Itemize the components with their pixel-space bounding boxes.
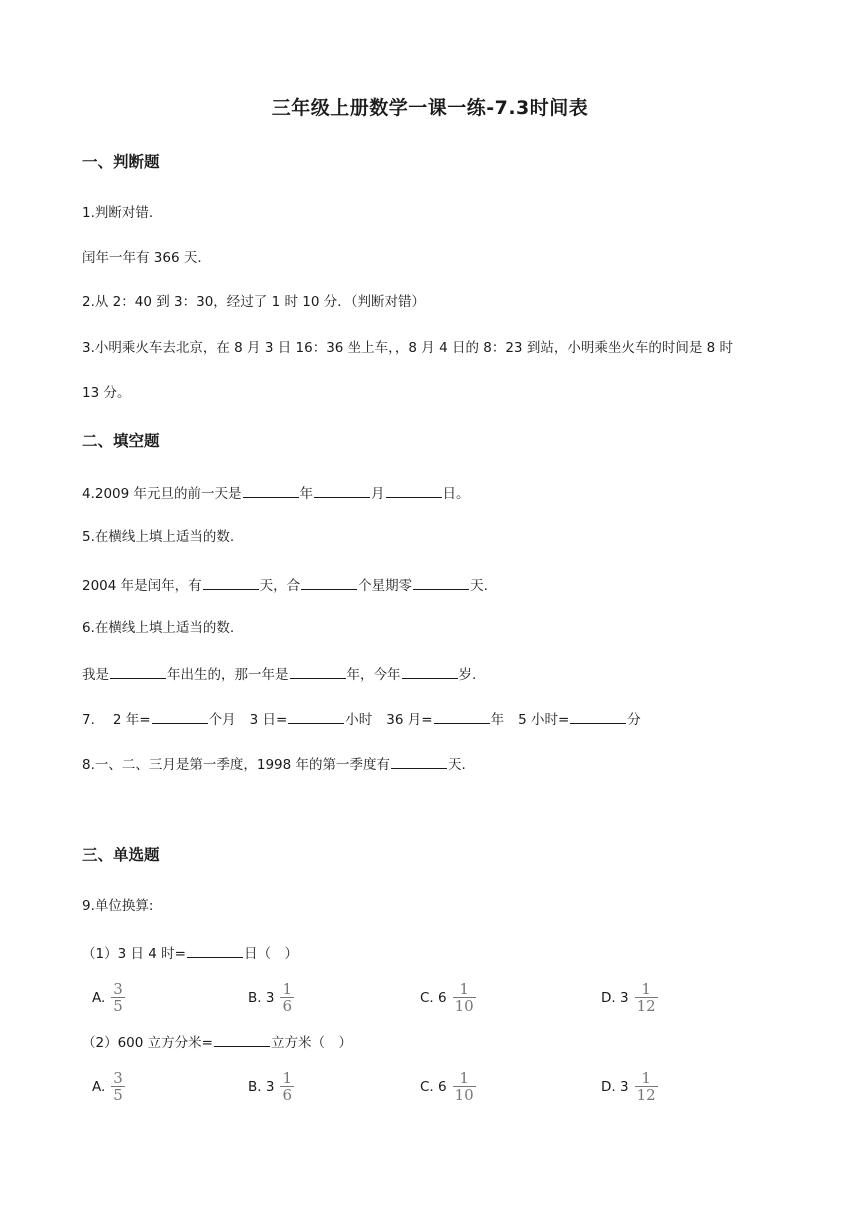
question-7-c-text: 36 月= [386,712,433,728]
question-8-text-2: 天. [448,757,466,773]
question-9-sub-1-text-1: （1）3 日 4 时= [82,946,186,962]
question-7-d-unit: 分 [627,712,641,728]
answer-blank[interactable] [243,483,299,498]
answer-blank[interactable] [152,709,208,724]
section-heading-multiple-choice: 三、单选题 [82,846,160,864]
fraction: $\frac{1}{12}$ [636,980,656,1015]
question-6-text-3: 年，今年 [346,667,401,683]
question-2: 2.从 2：40 到 3：30，经过了 1 时 10 分．（判断对错） [82,294,425,310]
section-heading-true-false: 一、判断题 [82,153,160,171]
fraction: $\frac{3}{5}$ [113,980,123,1015]
question-7-b-text: 3 日= [249,712,288,728]
question-5-body [82,575,488,595]
fraction: $\frac{1}{6}$ [282,1069,292,1104]
question-5-stem: 5.在横线上填上适当的数. [82,529,235,545]
question-9-sub-1-text-2: 日（ ） [243,946,298,962]
answer-blank[interactable] [110,664,166,679]
answer-blank[interactable] [214,1032,270,1047]
question-9-sub-2-text-2: 立方米（ ） [270,1035,352,1051]
question-7-b-unit: 小时 [345,712,373,728]
option-b[interactable] [248,1071,294,1102]
answer-blank[interactable] [187,943,243,958]
question-5-text-3: 个星期零 [358,578,413,594]
question-5-text-2: 天，合 [259,578,301,594]
question-7-c-unit: 年 [490,712,505,728]
question-4-text-3: 月 [371,486,385,502]
question-6-text-2: 年出生的，那一年是 [167,667,289,683]
answer-blank[interactable] [413,575,469,590]
fraction: $\frac{1}{10}$ [454,980,474,1015]
option-d[interactable] [601,1071,658,1102]
option-a[interactable] [92,982,125,1013]
option-label: D. 3 [601,1078,629,1095]
question-4-text-1: 4.2009 年元旦的前一天是 [82,486,242,502]
fraction: $\frac{1}{10}$ [454,1069,474,1104]
option-c[interactable] [420,1071,476,1102]
question-4 [82,483,470,503]
question-9-sub-2-text-1: （2）600 立方分米= [82,1035,213,1051]
fraction: $\frac{1}{12}$ [636,1069,656,1104]
answer-blank[interactable] [402,664,458,679]
page-title: 三年级上册数学一课一练-7.3时间表 [271,97,589,119]
option-a[interactable] [92,1071,125,1102]
question-8-text-1: 8.一、二、三月是第一季度，1998 年的第一季度有 [82,757,391,773]
question-1-stem: 1.判断对错. [82,205,154,221]
option-d[interactable] [601,982,658,1013]
question-9-sub-1 [82,943,298,963]
question-9-stem: 9.单位换算: [82,898,154,914]
question-7-d-text: 5 小时= [518,712,570,728]
question-3-line-2: 13 分。 [82,385,131,401]
question-7 [82,709,641,729]
question-6-stem: 6.在横线上填上适当的数. [82,620,235,636]
option-b[interactable] [248,982,294,1013]
answer-blank[interactable] [570,709,626,724]
question-1-body: 闰年一年有 366 天. [82,250,202,266]
answer-blank[interactable] [314,483,370,498]
fraction: $\frac{1}{6}$ [282,980,292,1015]
option-c[interactable] [420,982,476,1013]
question-5-text-4: 天. [470,578,488,594]
fraction: $\frac{3}{5}$ [113,1069,123,1104]
answer-blank[interactable] [434,709,490,724]
option-label: A. [92,1078,106,1095]
question-6-body [82,664,476,684]
answer-blank[interactable] [301,575,357,590]
option-label: A. [92,989,106,1006]
option-label: D. 3 [601,989,629,1006]
answer-blank[interactable] [386,483,442,498]
question-8 [82,754,466,774]
question-7-a-unit: 个月 [208,712,236,728]
question-7-a-text: 2 年= [112,712,151,728]
answer-blank[interactable] [391,754,447,769]
question-7-number: 7. [82,712,95,728]
answer-blank[interactable] [288,709,344,724]
question-4-text-2: 年 [299,486,314,502]
option-label: C. 6 [420,989,447,1006]
option-label: B. 3 [248,1078,275,1095]
answer-blank[interactable] [203,575,259,590]
question-6-text-4: 岁. [458,667,477,683]
question-4-text-4: 日。 [442,486,470,502]
question-5-text-1: 2004 年是闰年，有 [82,578,202,594]
option-label: B. 3 [248,989,275,1006]
question-9-sub-2 [82,1032,352,1052]
option-label: C. 6 [420,1078,447,1095]
question-6-text-1: 我是 [82,667,109,683]
question-3-line-1: 3.小明乘火车去北京，在 8 月 3 日 16：36 坐上车，，8 月 4 日的 8：23 到站，小明乘坐火车的时间是 8 时 [82,340,733,356]
answer-blank[interactable] [290,664,346,679]
section-heading-fill-in: 二、填空题 [82,432,160,450]
